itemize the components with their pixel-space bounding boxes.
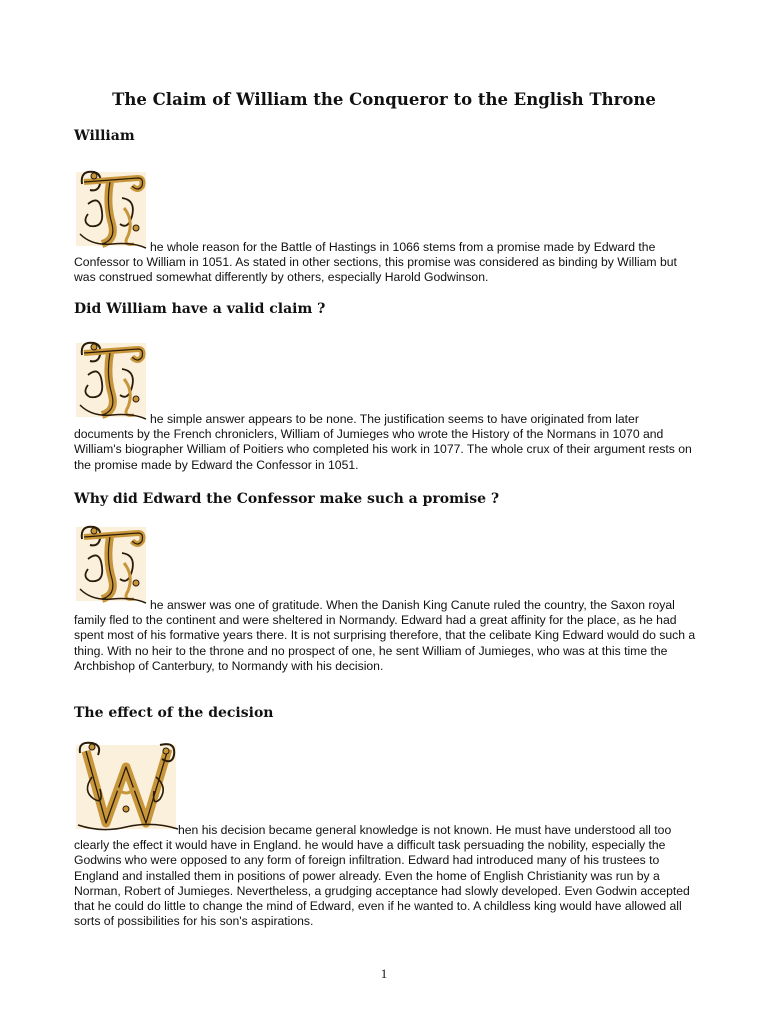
section-william <box>74 128 704 288</box>
section-paragraph: he whole reason for the Battle of Hastings in 1066 stems from a promise made by Edward the Confessor to William in 1051. As stated in other sections, this promise was considered as binding by William but was construed somewhat differently by others, especially Harold Godwinson. <box>74 240 677 285</box>
section-heading: William <box>74 128 135 144</box>
page-number: 1 <box>380 966 388 981</box>
ornate-initial-t-icon <box>72 519 152 605</box>
section-heading: Why did Edward the Confessor make such a promise ? <box>74 491 500 507</box>
section-why-promise <box>74 491 704 681</box>
ornate-initial-t-icon <box>72 335 152 421</box>
section-valid-claim <box>74 301 704 481</box>
section-paragraph: he answer was one of gratitude. When the Danish King Canute ruled the country, the Saxon royal family fled to the continent and were sheltered in Normandy. Edward had a great affinity for the place, as he had spent most of his formative years there. It is not surprising therefore, that the celibate King Edward would do such a thing. With no heir to the throne and no prospect of one, he sent William of Jumieges, who was at this time the Archbishop of Canterbury, to Normandy with his decision. <box>74 598 696 673</box>
section-heading: The effect of the decision <box>74 705 274 721</box>
ornate-initial-w-icon <box>72 737 182 833</box>
document-title: The Claim of William the Conqueror to the English Throne <box>112 90 656 109</box>
section-paragraph: he simple answer appears to be none. The justification seems to have originated from later documents by the French chroniclers, William of Jumieges who wrote the History of the Normans in 1070 and William's biographer William of Poitiers who completed his work in 1077. The whole crux of their argument rests on the promise made by Edward the Confessor in 1051. <box>74 412 692 472</box>
section-effect-decision <box>74 705 704 935</box>
section-paragraph: hen his decision became general knowledge is not known. He must have understood all too clearly the effect it would have in England. he would have a difficult task persuading the nobility, especially the Godwins who were opposed to any form of foreign infiltration. Edward had introduced many of his trustees to England and installed them in positions of power already. Even the home of English Christianity was run by a Norman, Robert of Jumieges. Nevertheless, a grudging acceptance had slowly developed. Even Godwin accepted that he could do little to change the mind of Edward, even if he wanted to. A childless king would have allowed all sorts of possibilities for his son's aspirations. <box>74 823 690 929</box>
section-heading: Did William have a valid claim ? <box>74 301 326 317</box>
ornate-initial-t-icon <box>72 164 152 250</box>
